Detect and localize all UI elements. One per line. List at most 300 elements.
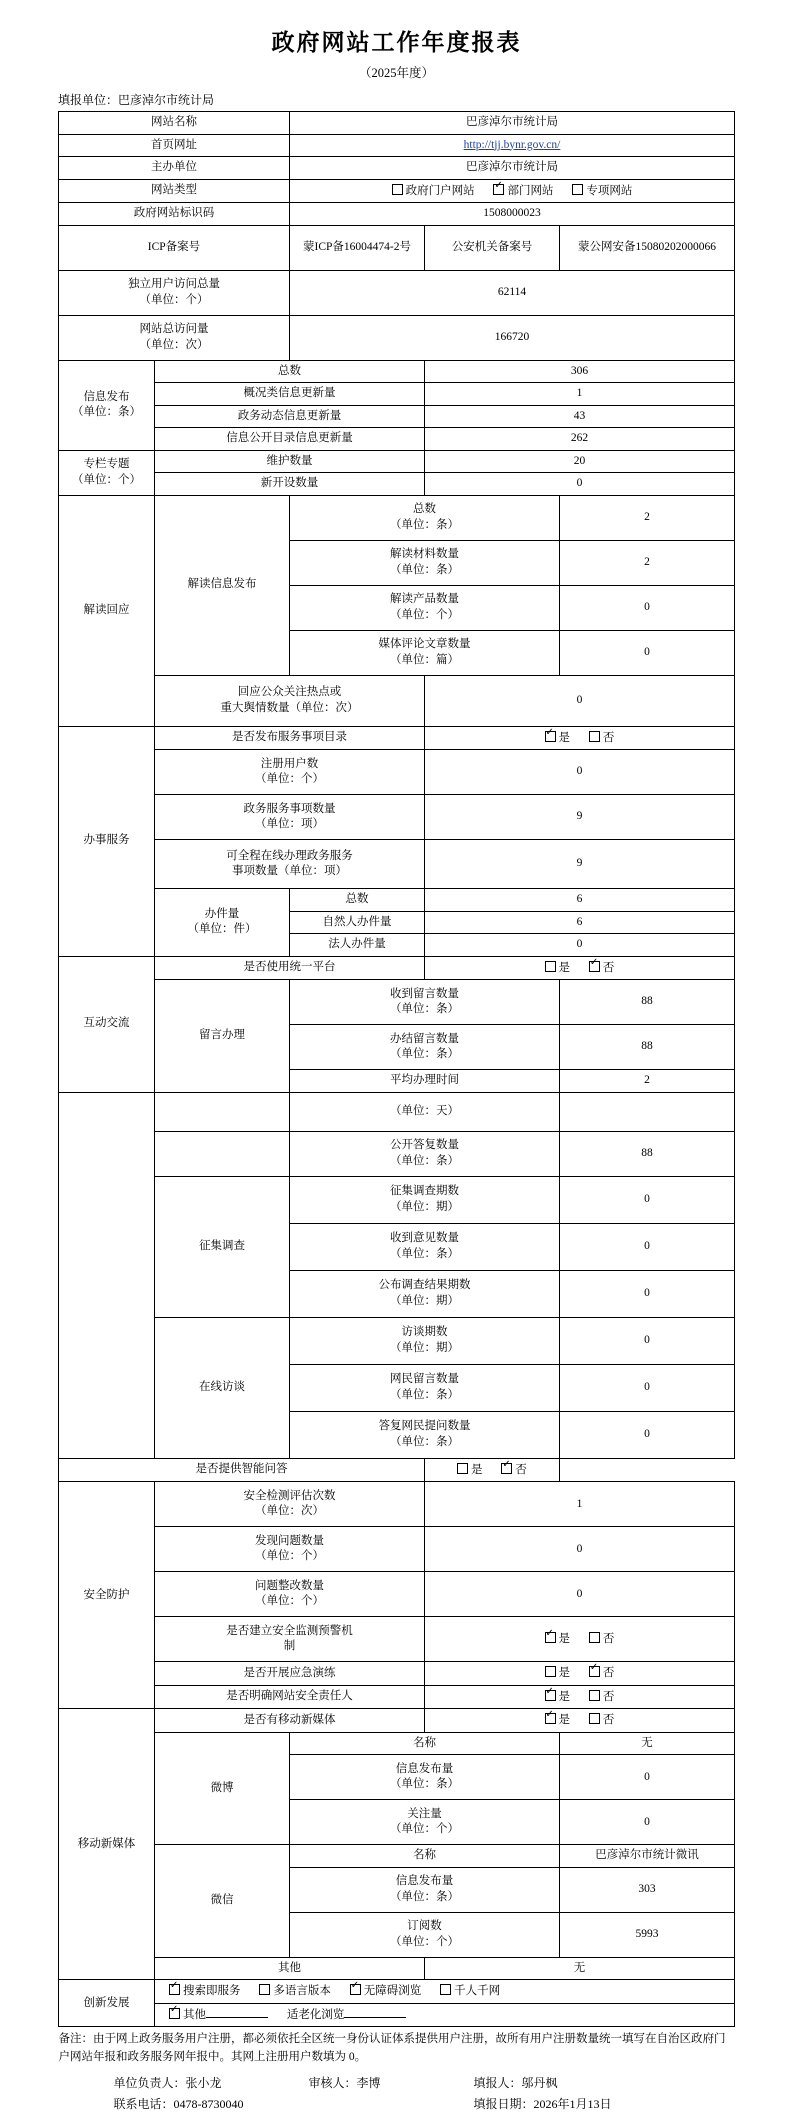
label-line2: （单位：条）: [389, 1778, 459, 1791]
service-catalog-options: [424, 726, 734, 750]
checkbox-yes[interactable]: [457, 1462, 483, 1479]
label-line1: 总数: [412, 503, 436, 516]
checkbox-label: 多语言版本: [273, 1985, 331, 1998]
interaction-group-continued: [58, 1092, 154, 1458]
unit-leader-label: 单位负责人：: [113, 2075, 186, 2090]
table-row: [58, 315, 734, 360]
checkbox-label: 否: [602, 1714, 615, 1727]
message-item-label: [289, 1131, 559, 1176]
label-line1: 收到意见数量: [389, 1232, 459, 1245]
found-issue-value: 0: [424, 1527, 734, 1572]
checkbox-label: 是: [558, 1633, 571, 1646]
table-row: [58, 225, 734, 270]
table-row: [58, 1732, 734, 1755]
weibo-item-label: [289, 1800, 559, 1845]
label-line1: 征集调查期数: [389, 1185, 459, 1198]
site-type-label: 网站类型: [58, 179, 289, 203]
info-publish-item-value: 262: [424, 428, 734, 451]
online-items-label: [154, 840, 424, 889]
checkbox-yes[interactable]: [545, 1689, 571, 1706]
table-row: [58, 1980, 734, 2004]
label-line2: （单位：期）: [389, 1294, 459, 1307]
message-item-label: 平均办理时间: [289, 1070, 559, 1093]
found-issue-label: [154, 1527, 424, 1572]
interpret-item-value: 2: [559, 495, 734, 540]
label-line1: 解读产品数量: [389, 593, 459, 606]
message-item-value: 88: [559, 1025, 734, 1070]
message-unit-day: [289, 1092, 559, 1131]
interview-item-label: [289, 1317, 559, 1364]
info-publish-item-label: 概况类信息更新量: [154, 383, 424, 406]
table-row: [58, 179, 734, 203]
unified-platform-options: [424, 956, 734, 980]
checkbox-box: [589, 1690, 600, 1701]
label-line2: （单位：条）: [389, 518, 459, 531]
label-line1: 回应公众关注热点或: [237, 686, 342, 699]
weibo-item-value: 无: [559, 1732, 734, 1755]
label-line2: （单位：次）: [254, 1505, 324, 1518]
handle-item-value: 6: [424, 911, 734, 934]
label-line1: 订阅数: [407, 1920, 442, 1933]
table-row: [58, 1527, 734, 1572]
checkbox-label: 否: [602, 961, 615, 974]
checkbox-label: 是: [471, 1463, 483, 1476]
checkbox-label: 否: [602, 1667, 615, 1680]
filler: [474, 2074, 674, 2091]
label-line1: 媒体评论文章数量: [378, 638, 471, 651]
checkbox-department[interactable]: [493, 183, 553, 200]
site-name-label: 网站名称: [58, 112, 289, 135]
checkbox-no[interactable]: [589, 1665, 615, 1682]
label-line1: 关注量: [407, 1807, 442, 1820]
table-row: [58, 1092, 734, 1131]
site-code-label: 政府网站标识码: [58, 203, 289, 226]
weixin-item-label: 名称: [289, 1845, 559, 1868]
warning-mechanism-label: [154, 1617, 424, 1662]
security-check-value: 1: [424, 1482, 734, 1527]
service-items-value: 9: [424, 795, 734, 840]
table-row: [58, 795, 734, 840]
contact-phone: [114, 2095, 309, 2112]
checkbox-no[interactable]: [589, 730, 615, 747]
checkbox-no[interactable]: [589, 960, 615, 977]
phone-label: 联系电话：: [113, 2096, 174, 2111]
checkbox-box: [457, 1463, 468, 1474]
label-line2: （单位：个）: [254, 1550, 324, 1563]
interpret-item-value: 0: [559, 630, 734, 675]
handle-item-label: 总数: [289, 889, 424, 912]
checkbox-label: 是: [558, 961, 571, 974]
message-item-value: 88: [559, 1131, 734, 1176]
checkbox-special[interactable]: [572, 183, 632, 200]
table-row: [58, 473, 734, 496]
warning-mechanism-options: [424, 1617, 734, 1662]
label-line1: 独立用户访问总量: [127, 278, 220, 291]
checkbox-other[interactable]: [169, 2007, 268, 2024]
label-line1: 答复网民提问数量: [378, 1420, 471, 1433]
checkbox-no[interactable]: [589, 1689, 615, 1706]
label-line1: 政务服务事项数量: [243, 802, 336, 815]
innovation-group-label: 创新发展: [58, 1980, 154, 2027]
checkbox-accessibility[interactable]: [350, 1983, 422, 2000]
column-item-label: 维护数量: [154, 450, 424, 473]
weixin-item-label: [289, 1912, 559, 1957]
checkbox-personalized[interactable]: [440, 1983, 500, 2000]
total-visits-label: [58, 315, 289, 360]
table-row: [58, 1572, 734, 1617]
label-line1: 访谈期数: [401, 1326, 448, 1339]
checkbox-no[interactable]: [501, 1462, 527, 1479]
table-row: [58, 889, 734, 912]
police-record-value: 蒙公网安备15080202000066: [559, 225, 734, 270]
label-line2: （单位：条）: [389, 1890, 459, 1903]
label-line1: 信息发布量: [395, 1762, 454, 1775]
interview-group-label: 在线访谈: [154, 1317, 289, 1458]
info-publish-item-label: 政务动态信息更新量: [154, 405, 424, 428]
service-catalog-label: 是否发布服务事项目录: [154, 726, 424, 750]
checkbox-box: [545, 1666, 556, 1677]
table-row: [58, 1617, 734, 1662]
label-line1: 网站总访问量: [139, 323, 209, 336]
label-line2: （单位：条）: [389, 1247, 459, 1260]
checkbox-box: [350, 1984, 361, 1995]
interview-item-value: 0: [559, 1411, 734, 1458]
interpret-item-value: 2: [559, 540, 734, 585]
message-unit-day-value: [559, 1092, 734, 1131]
checkbox-box: [589, 1666, 600, 1677]
page-title: 政府网站工作年度报表: [271, 30, 522, 55]
note-label: 备注：: [58, 2033, 93, 2046]
home-url-value: [289, 134, 734, 157]
table-row: [58, 495, 734, 540]
security-check-label: [154, 1482, 424, 1527]
home-url-label: 首页网址: [58, 134, 289, 157]
checkbox-box: [169, 2008, 180, 2019]
survey-item-label: [289, 1270, 559, 1317]
elderly-label: 适老化浏览: [286, 2008, 345, 2021]
label-line1: 信息发布量: [395, 1875, 454, 1888]
has-media-label: 是否有移动新媒体: [154, 1709, 424, 1733]
weixin-item-value: 巴彦淖尔市统计微讯: [559, 1845, 734, 1868]
checkbox-no[interactable]: [589, 1631, 615, 1648]
survey-item-value: 0: [559, 1176, 734, 1223]
survey-item-value: 0: [559, 1223, 734, 1270]
filler-value: 邬丹枫: [521, 2075, 558, 2090]
label-line1: 可全程在线办理政务服务: [226, 849, 353, 862]
fixed-issue-label: [154, 1572, 424, 1617]
weibo-group-label: 微博: [154, 1732, 289, 1845]
label-line2: （单位：个）: [389, 608, 459, 621]
icp-label: ICP备案号: [58, 225, 289, 270]
home-url-link[interactable]: http://tjj.bynr.gov.cn/: [463, 138, 561, 151]
fill-unit-label: 填报单位：巴彦淖尔市统计局: [58, 93, 215, 107]
label-line1: 网民留言数量: [389, 1373, 459, 1386]
responsible-person-options: [424, 1685, 734, 1709]
checkbox-multilingual[interactable]: [259, 1983, 331, 2000]
note-text: 由于网上政务服务用户注册，都必须依托全区统一身份认证体系提供用户注册，故所有用户注册数量统一填写在自治区政府门户网站年报和政务服务网年报中。其网上注册用户数填为 0。: [58, 2033, 726, 2063]
handle-item-label: 自然人办件量: [289, 911, 424, 934]
table-row: [58, 675, 734, 726]
smart-qa-label: 是否提供智能问答: [58, 1458, 424, 1482]
handle-item-value: 0: [424, 934, 734, 957]
signature-row-1: [59, 2074, 735, 2091]
interview-item-label: [289, 1364, 559, 1411]
table-row: [58, 726, 734, 750]
elderly-value-input[interactable]: [344, 2017, 406, 2018]
checkbox-search-service[interactable]: [169, 1983, 241, 2000]
survey-item-value: 0: [559, 1270, 734, 1317]
handle-group-label: [154, 889, 289, 957]
date-value: 2026年1月13日: [533, 2096, 612, 2111]
label-line2: （单位：条）: [389, 1435, 459, 1448]
checkbox-label: 否: [515, 1463, 527, 1476]
other-value-input[interactable]: [206, 2017, 268, 2018]
weixin-item-value: 303: [559, 1867, 734, 1912]
label-line2: 事项数量（单位：项）: [231, 865, 347, 878]
checkbox-box: [545, 1632, 556, 1643]
total-visits-value: 166720: [289, 315, 734, 360]
checkbox-box: [493, 184, 504, 195]
table-row: [58, 1176, 734, 1223]
checkbox-yes[interactable]: [545, 730, 571, 747]
message-group-label: 留言办理: [154, 980, 289, 1093]
label-line2: （单位：个）: [254, 773, 324, 786]
table-row: [58, 450, 734, 473]
interpret-publish-label: 解读信息发布: [154, 495, 289, 675]
table-row: [58, 1131, 734, 1176]
label-line1: 安全检测评估次数: [243, 1489, 336, 1502]
note-section: [59, 2031, 735, 2066]
message-item-label: [289, 980, 559, 1025]
table-row: [58, 270, 734, 315]
info-publish-item-value: 1: [424, 383, 734, 406]
checkbox-label: 搜索即服务: [182, 1985, 241, 1998]
checkbox-yes[interactable]: [545, 960, 571, 977]
reviewer-label: 审核人：: [308, 2075, 357, 2090]
phone-value: 0478-8730040: [173, 2096, 244, 2111]
message-item-value: 2: [559, 1070, 734, 1093]
table-row: [58, 360, 734, 383]
checkbox-box: [572, 184, 583, 195]
report-date: [474, 2095, 674, 2112]
table-row: [58, 1662, 734, 1686]
label-line1: 问题整改数量: [254, 1579, 324, 1592]
message-item-value: 88: [559, 980, 734, 1025]
label-line2: （单位：条）: [389, 563, 459, 576]
checkbox-yes[interactable]: [545, 1665, 571, 1682]
label-line1: 公布调查结果期数: [378, 1279, 471, 1292]
interpret-item-label: [289, 585, 559, 630]
label-line1: 是否建立安全监测预警机: [226, 1624, 353, 1637]
table-row: [58, 956, 734, 980]
host-unit-value: 巴彦淖尔市统计局: [289, 157, 734, 180]
signature-row-2: [59, 2095, 735, 2112]
label-line1: 解读材料数量: [389, 548, 459, 561]
fixed-issue-value: 0: [424, 1572, 734, 1617]
info-publish-item-label: 总数: [154, 360, 424, 383]
signature-section: [59, 2074, 735, 2112]
message-group-continued: [154, 1092, 289, 1131]
weibo-item-value: 0: [559, 1800, 734, 1845]
survey-item-label: [289, 1176, 559, 1223]
table-row: [58, 2003, 734, 2027]
checkbox-yes[interactable]: [545, 1631, 571, 1648]
message-group-continued: [154, 1131, 289, 1176]
reviewer: [309, 2074, 474, 2091]
table-row: [58, 1845, 734, 1868]
checkbox-label: 否: [602, 731, 615, 744]
interpret-item-label: [289, 540, 559, 585]
label-line1: 办结留言数量: [389, 1032, 459, 1045]
column-item-value: 20: [424, 450, 734, 473]
table-row: [58, 112, 734, 135]
weibo-item-label: 名称: [289, 1732, 559, 1755]
checkbox-yes[interactable]: [545, 1712, 571, 1729]
label-line1: 信息发布: [83, 390, 130, 403]
table-row: [58, 840, 734, 889]
checkbox-label: 是: [558, 1714, 571, 1727]
innovation-options-row2: [154, 2003, 734, 2027]
service-items-label: [154, 795, 424, 840]
survey-item-label: [289, 1223, 559, 1270]
weixin-item-value: 5993: [559, 1912, 734, 1957]
handle-item-label: 法人办件量: [289, 934, 424, 957]
label-line2: （单位：条）: [389, 1003, 459, 1016]
registered-users-label: [154, 750, 424, 795]
label-line1: 收到留言数量: [389, 987, 459, 1000]
label-line2: （单位：天）: [389, 1105, 459, 1117]
checkbox-elderly-friendly[interactable]: [287, 2008, 407, 2024]
host-unit-label: 主办单位: [58, 157, 289, 180]
unit-leader-value: 张小龙: [185, 2075, 222, 2090]
filler-label: 填报人：: [473, 2075, 522, 2090]
registered-users-value: 0: [424, 750, 734, 795]
handle-item-value: 6: [424, 889, 734, 912]
label-line2: （单位：条）: [71, 406, 141, 419]
label-line1: 注册用户数: [260, 757, 319, 770]
checkbox-box: [259, 1984, 270, 1995]
checkbox-label: 政府门户网站: [405, 184, 475, 197]
other-media-value: 无: [424, 1957, 734, 1980]
online-items-value: 9: [424, 840, 734, 889]
label-line1: 办件量: [204, 907, 240, 920]
checkbox-box: [169, 1984, 180, 1995]
interpret-item-value: 0: [559, 585, 734, 630]
info-publish-item-value: 43: [424, 405, 734, 428]
unique-visitors-value: 62114: [289, 270, 734, 315]
checkbox-box: [589, 1713, 600, 1724]
police-record-label: 公安机关备案号: [424, 225, 559, 270]
checkbox-box: [440, 1984, 451, 1995]
checkbox-label: 是: [558, 731, 571, 744]
label-line2: （单位：期）: [389, 1341, 459, 1354]
interpret-item-label: [289, 495, 559, 540]
checkbox-box: [545, 1690, 556, 1701]
label-line2: （单位：期）: [389, 1200, 459, 1213]
info-publish-item-label: 信息公开目录信息更新量: [154, 428, 424, 451]
table-row: [58, 157, 734, 180]
other-media-label: 其他: [154, 1957, 424, 1980]
table-row: [58, 1685, 734, 1709]
label-line2: （单位：项）: [254, 818, 324, 831]
column-item-label: 新开设数量: [154, 473, 424, 496]
drill-label: 是否开展应急演练: [154, 1662, 424, 1686]
table-row: [58, 1317, 734, 1364]
checkbox-box: [589, 1632, 600, 1643]
unique-visitors-label: [58, 270, 289, 315]
table-row: [58, 405, 734, 428]
page-subtitle: （2025年度）: [358, 66, 434, 80]
label-line2: （单位：个）: [71, 473, 141, 486]
label-line2: （单位：条）: [389, 1154, 459, 1167]
checkbox-box: [545, 961, 556, 972]
checkbox-label: 千人千网: [454, 1985, 501, 1998]
label-line2: （单位：个）: [139, 293, 209, 306]
checkbox-label: 是: [558, 1690, 571, 1703]
table-row: [58, 203, 734, 226]
security-group-label: 安全防护: [58, 1482, 154, 1709]
checkbox-label: 部门网站: [507, 184, 554, 197]
message-item-label: [289, 1025, 559, 1070]
smart-qa-options: [424, 1458, 559, 1482]
has-media-options: [424, 1709, 734, 1733]
table-row: [58, 428, 734, 451]
label-line2: （单位：条）: [389, 1048, 459, 1061]
checkbox-label: 专项网站: [586, 184, 633, 197]
interview-item-value: 0: [559, 1364, 734, 1411]
checkbox-box: [501, 1463, 512, 1474]
checkbox-box: [392, 184, 403, 195]
label-line1: 发现问题数量: [254, 1534, 324, 1547]
label-line2: （单位：个）: [389, 1935, 459, 1948]
table-row: [58, 1957, 734, 1980]
label-line2: （单位：件）: [187, 923, 257, 936]
respond-hotspot-label: [154, 675, 424, 726]
label-line2: （单位：个）: [254, 1595, 324, 1608]
site-type-options: [289, 179, 734, 203]
checkbox-no[interactable]: [589, 1712, 615, 1729]
table-row: [58, 1482, 734, 1527]
label-line1: 专栏专题: [83, 458, 130, 471]
checkbox-label: 无障碍浏览: [363, 1985, 422, 1998]
unit-leader: [114, 2074, 309, 2091]
unified-platform-label: 是否使用统一平台: [154, 956, 424, 980]
checkbox-label: 否: [602, 1690, 615, 1703]
checkbox-label: 其他: [182, 2008, 206, 2021]
info-publish-group-label: [58, 360, 154, 450]
label-line2: （单位：个）: [389, 1823, 459, 1836]
site-code-value: 1508000023: [289, 203, 734, 226]
weixin-group-label: 微信: [154, 1845, 289, 1958]
checkbox-portal[interactable]: [392, 183, 475, 200]
label-line2: 重大舆情数量（单位：次）: [220, 701, 359, 714]
interview-item-label: [289, 1411, 559, 1458]
checkbox-box: [545, 731, 556, 742]
label-line2: （单位：条）: [389, 1388, 459, 1401]
date-label: 填报日期：: [473, 2096, 534, 2111]
table-row: [58, 383, 734, 406]
checkbox-label: 否: [602, 1633, 615, 1646]
reviewer-value: 李博: [356, 2075, 381, 2090]
table-row: [58, 1709, 734, 1733]
survey-group-label: 征集调查: [154, 1176, 289, 1317]
drill-options: [424, 1662, 734, 1686]
label-line2: （单位：次）: [139, 338, 209, 351]
column-item-value: 0: [424, 473, 734, 496]
weibo-item-value: 0: [559, 1755, 734, 1800]
interpret-item-label: [289, 630, 559, 675]
table-row: [58, 134, 734, 157]
